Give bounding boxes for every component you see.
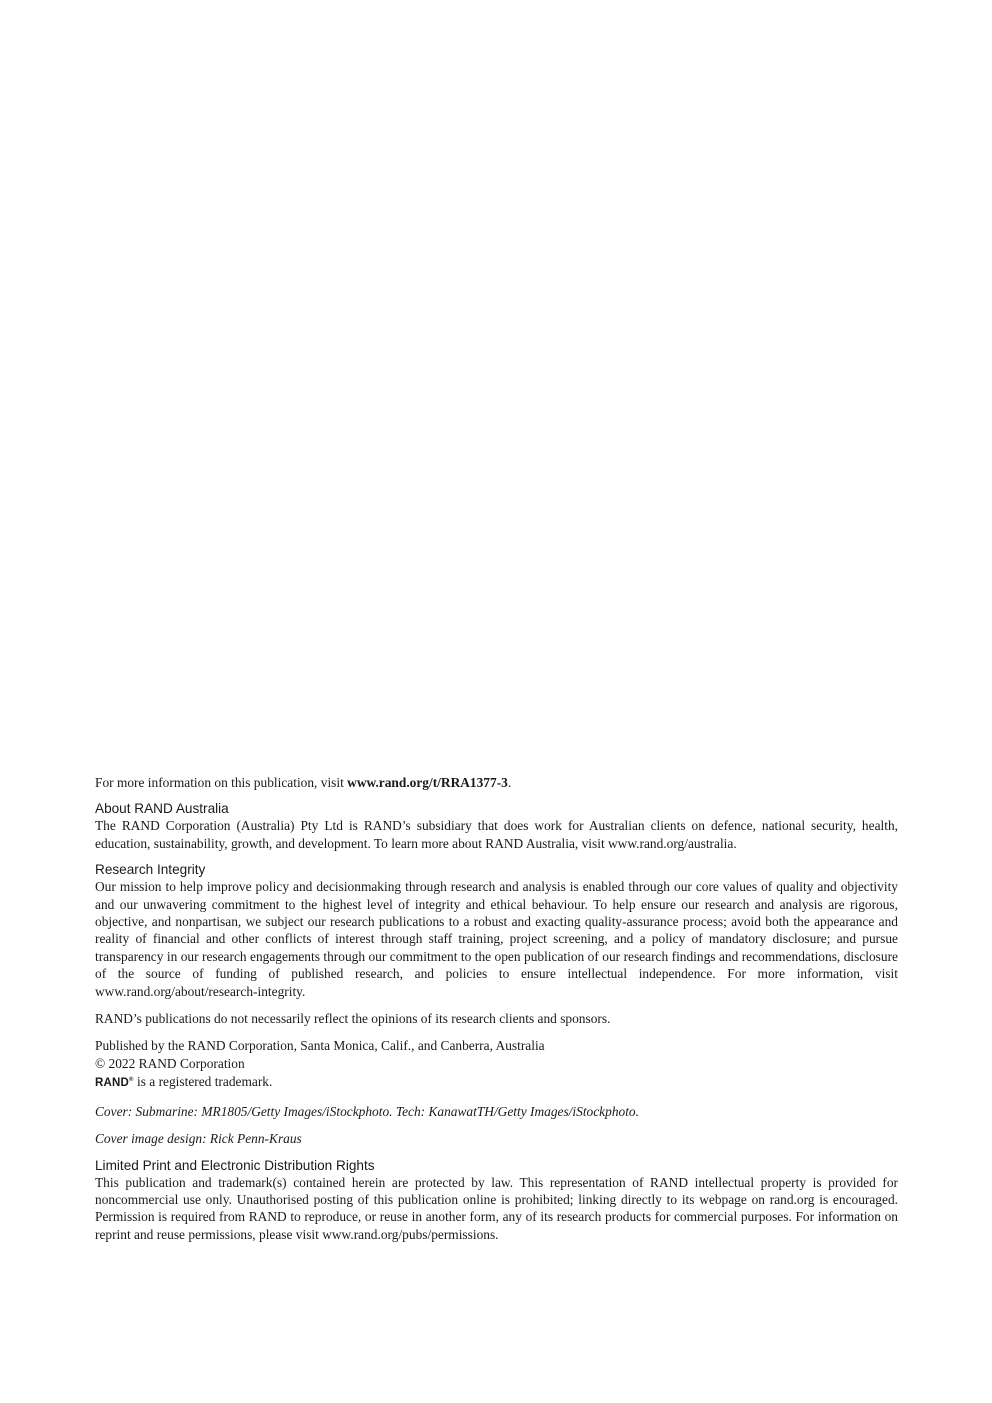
- disclaimer-text: RAND’s publications do not necessarily reflect the opinions of its research clients and sponsors.: [95, 1011, 611, 1027]
- trademark-text: is a registered trademark.: [133, 1074, 273, 1090]
- rights-text: This publication and trademark(s) contained herein are protected by law. This representation of RAND intellectual property is provided for noncommercial use only. Unauthorised posting of this publication online is prohibited; linking directly to its webpage on rand.org is encouraged. Permission is required from RAND to reproduce, or reuse in another form, any of its research products for commercial purposes. For information on reprint and reuse permissions, please visit www.rand.org/pubs/permissions.: [95, 1174, 898, 1242]
- rights-section: [95, 1157, 898, 1244]
- more-info-prefix: For more information on this publication, visit: [95, 775, 348, 790]
- about-heading: About RAND Australia: [95, 801, 229, 817]
- copyright-line: © 2022 RAND Corporation: [95, 1055, 245, 1071]
- cover-credit: Cover: Submarine: MR1805/Getty Images/iStockphoto. Tech: KanawatTH/Getty Images/iStockphoto.: [95, 1103, 639, 1119]
- copyright-page: [95, 774, 898, 1243]
- publisher-line: Published by the RAND Corporation, Santa Monica, Calif., and Canberra, Australia: [95, 1038, 545, 1054]
- about-section: [95, 800, 898, 852]
- integrity-text: Our mission to help improve policy and decisionmaking through research and analysis is enabled through our core values of quality and objectivity and our unwavering commitment to the highest level of integrity and ethical behaviour. To help ensure our research and analysis are rigorous, objective, and nonpartisan, we subject our research publications to a robust and exacting quality-assurance process; avoid both the appearance and reality of financial and other conflicts of interest through staff training, project screening, and a policy of mandatory disclosure; and pursue transparency in our research engagements through our commitment to the open publication of our research findings and recommendations, disclosure of the source of funding of published research, and policies to ensure intellectual independence. For more information, visit www.rand.org/about/research-integrity.: [95, 879, 898, 999]
- rights-heading: Limited Print and Electronic Distribution Rights: [95, 1157, 375, 1173]
- more-info-suffix: .: [507, 775, 512, 790]
- integrity-section: [95, 861, 898, 1000]
- trademark-line: [95, 1072, 898, 1092]
- cover-design-credit: Cover image design: Rick Penn-Kraus: [95, 1131, 302, 1147]
- registered-symbol: ®: [129, 1077, 134, 1084]
- publisher-block: [95, 1037, 898, 1092]
- more-info-line: [95, 774, 898, 791]
- rand-wordmark-text: RAND: [95, 1077, 130, 1090]
- publication-link[interactable]: www.rand.org/t/RRA1377-3: [347, 775, 508, 790]
- integrity-heading: Research Integrity: [95, 862, 206, 878]
- about-text: The RAND Corporation (Australia) Pty Ltd is RAND’s subsidiary that does work for Australian clients on defence, national security, health, education, sustainability, growth, and development. To learn more about RAND Australia, visit www.rand.org/australia.: [95, 818, 898, 851]
- rand-wordmark: [95, 1077, 134, 1089]
